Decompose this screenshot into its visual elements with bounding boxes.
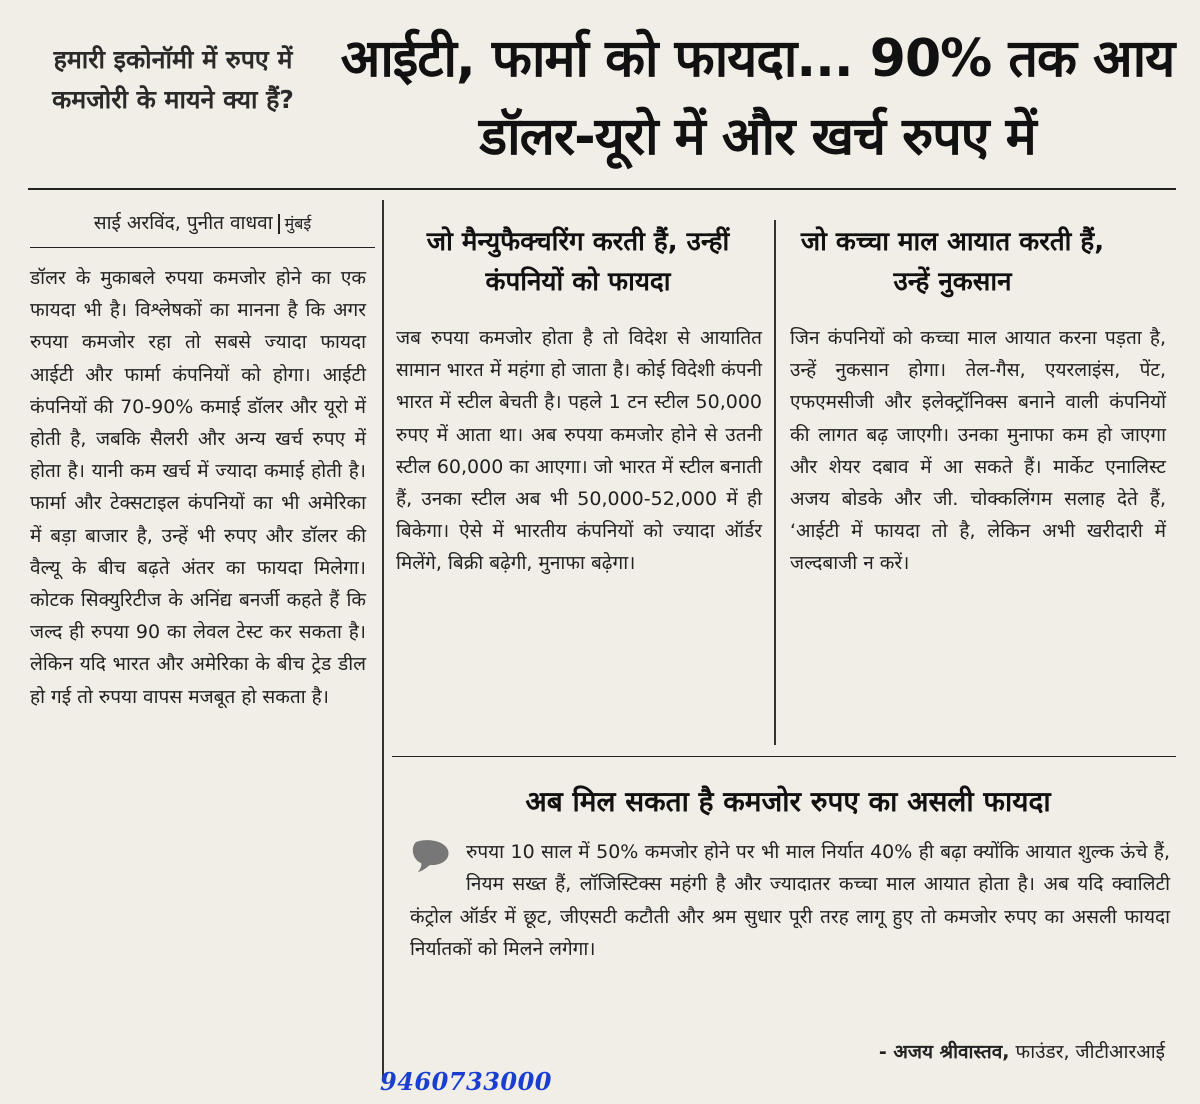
box-rule (392, 756, 1176, 757)
column-3-body: जिन कंपनियों को कच्चा माल आयात करना पड़ता है, उन्हें नुकसान होगा। तेल-गैस, एयरलाइंस, पेंट, एफएमसीजी और इलेक्ट्रॉनिक्स बनाने वाली कंपनियों की लागत बढ़ जाएगी। उनका मुनाफा कम हो जाएगा और शेयर दबाव में आ सकते हैं। मार्केट एनालिस्ट अजय बोडके और जी. चोक्कलिंगम सलाह देते हैं, ‘आईटी में फायदा तो है, लेकिन अभी खरीदारी में जल्दबाजी न करें। (790, 327, 1166, 575)
column-1-body: डॉलर के मुकाबले रुपया कमजोर होने का एक फायदा भी है। विश्लेषकों का मानना है कि अगर रुपया कमजोर रहा तो सबसे ज्यादा फायदा आईटी और फार्मा कंपनियों को होगा। आईटी कंपनियों की 70-90% कमाई डॉलर और यूरो में होती है, जबकि सैलरी और अन्य खर्च रुपए में होता है। यानी कम खर्च में ज्यादा कमाई होती है। फार्मा और टेक्सटाइल कंपनियों का भी अमेरिका में बड़ा बाजार है, उन्हें भी रुपए और डॉलर की वैल्यू के बीच बढ़ते अंतर का फायदा मिलेगा। कोटक सिक्युरिटीज के अनिंद्य बनर्जी कहते हैं कि जल्द ही रुपया 90 का लेवल टेस्ट कर सकता है। लेकिन यदि भारत और अमेरिका के बीच ट्रेड डील हो गई तो रुपया वापस मजबूत हो सकता है। (30, 267, 366, 708)
box-quote (410, 836, 1170, 966)
byline-city: मुंबई (284, 214, 312, 233)
quote-indent (410, 836, 466, 898)
byline (30, 210, 375, 237)
phone-number: 9460733000 (380, 1067, 552, 1096)
divider-col2 (774, 220, 776, 745)
attribution-role: फाउंडर, जीटीआरआई (1015, 1041, 1165, 1063)
byline-separator (278, 214, 280, 234)
column-2-heading: जो मैन्युफैक्चरिंग करती हैं, उन्हीं कंपनियों को फायदा (426, 227, 730, 297)
byline-rule (30, 247, 375, 248)
attribution (620, 1038, 1165, 1066)
box-quote-text: रुपया 10 साल में 50% कमजोर होने पर भी माल निर्यात 40% ही बढ़ा क्योंकि आयात शुल्क ऊंचे हैं, नियम सख्त हैं, लॉजिस्टिक्स महंगी है और ज्यादातर कच्चा माल आयात होता है। अब यदि क्वालिटी कंट्रोल ऑर्डर में छूट, जीएसटी कटौती और श्रम सुधार पूरी तरह लागू हुए तो कमजोर रुपए का असली फायदा निर्यातकों को मिलने लगेगा। (410, 841, 1170, 961)
top-rule (28, 188, 1176, 190)
box-heading: अब मिल सकता है कमजोर रुपए का असली फायदा (525, 785, 1051, 818)
attribution-name: - अजय श्रीवास्तव, (878, 1041, 1010, 1063)
column-2-body: जब रुपया कमजोर होता है तो विदेश से आयातित सामान भारत में महंगा हो जाता है। कोई विदेशी कंपनी भारत में स्टील बेचती है। पहले 1 टन स्टील 50,000 रुपए में आता था। अब रुपया कमजोर होने से उतनी स्टील 60,000 का आएगा। जो भारत में स्टील बनाती हैं, उनका स्टील अब भी 50,000-52,000 में ही बिकेगा। ऐसे में भारतीय कंपनियों को ज्यादा ऑर्डर मिलेंगे, बिक्री बढ़ेगी, मुनाफा बढ़ेगा। (396, 327, 762, 575)
byline-authors: साई अरविंद, पुनीत वाधवा (93, 212, 273, 234)
divider-col1 (382, 200, 384, 1080)
kicker: हमारी इकोनॉमी में रुपए में कमजोरी के मायने क्या हैं? (52, 45, 294, 114)
column-3-heading: जो कच्चा माल आयात करती हैं, उन्हें नुकसान (800, 227, 1105, 297)
headline: आईटी, फार्मा को फायदा... 90% तक आय डॉलर-यूरो में और खर्च रुपए में (340, 29, 1175, 167)
